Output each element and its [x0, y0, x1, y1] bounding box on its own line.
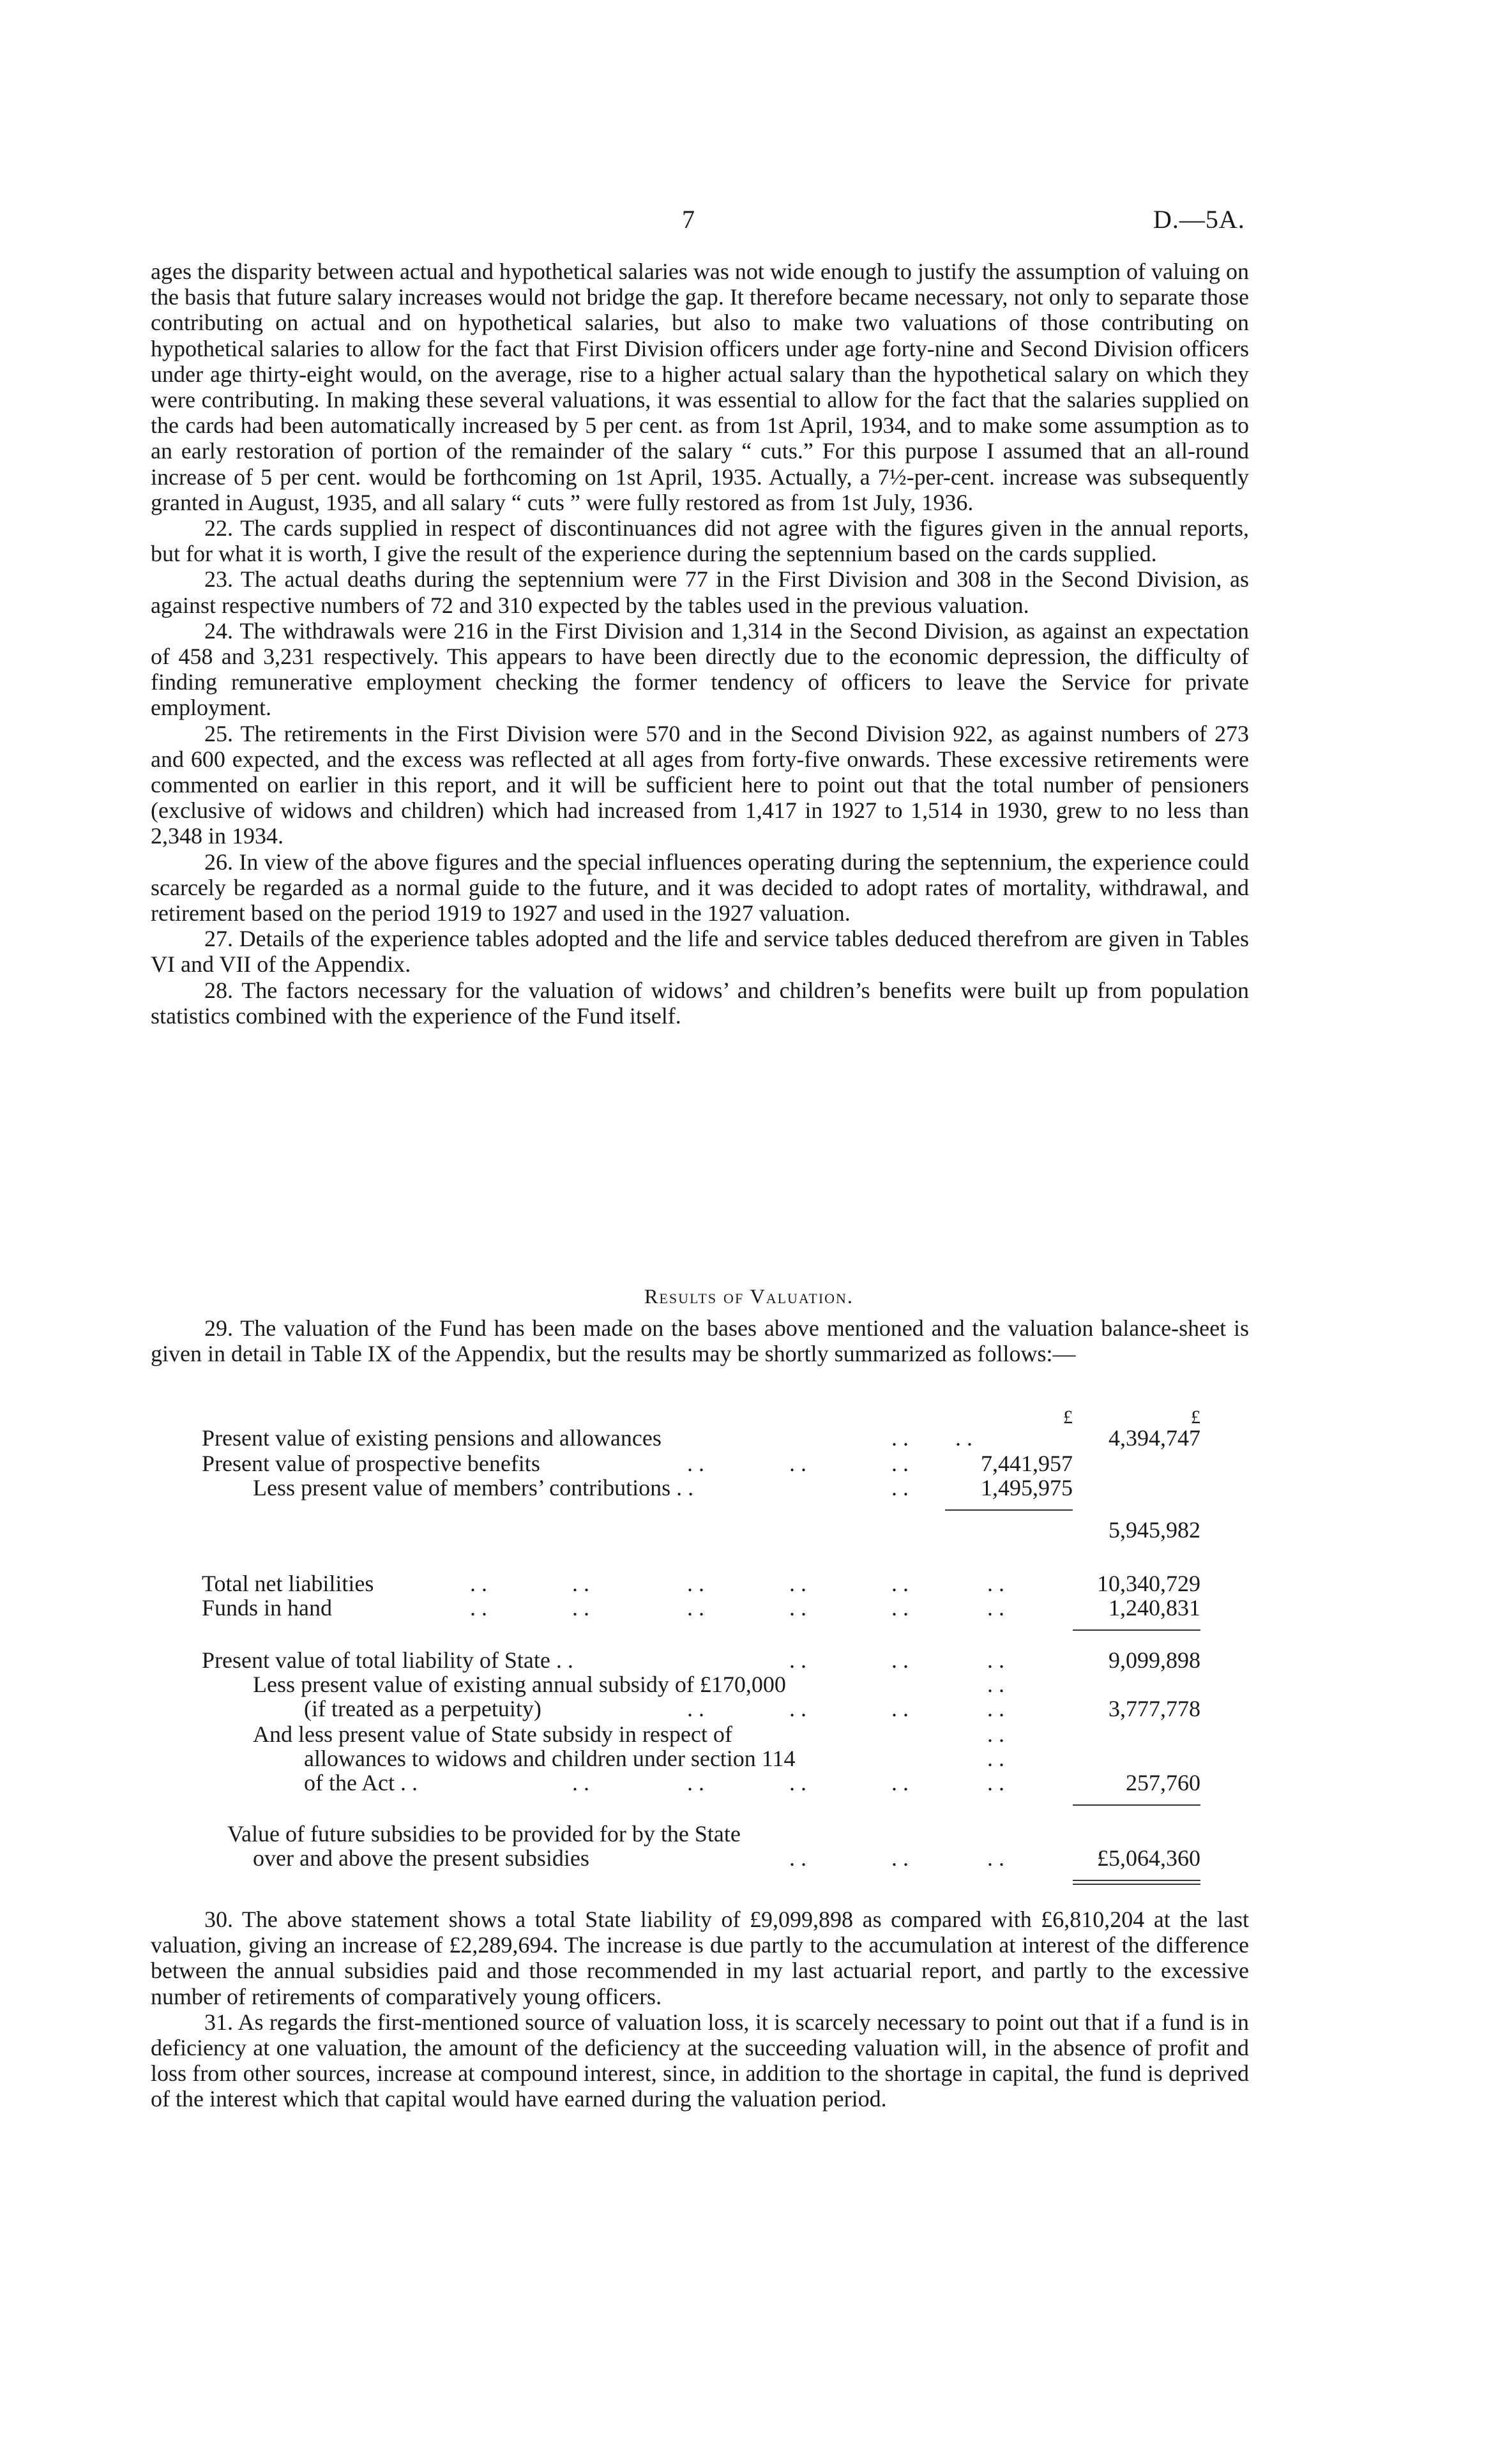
- row-prospective-benefits-value: 7,441,957: [981, 1451, 1073, 1476]
- total-rule: [1073, 1804, 1200, 1806]
- body-text-bottom: [151, 1907, 1249, 2112]
- leader-dots: . .: [572, 1571, 589, 1596]
- leader-dots: . .: [470, 1595, 487, 1621]
- paragraph-24: 24. The withdrawals were 216 in the First Division and 1,314 in the Second Division, as against an expectation of 458 and 3,231 respectively. This appears to have been directly due to the economic depression, the difficulty of finding remunerative employment checking the former tendency of officers to leave the Service for private employment.: [151, 617, 1249, 721]
- body-text-top: [151, 259, 1249, 1029]
- section-heading: Results of Valuation.: [644, 1285, 854, 1308]
- leader-dots: . .: [891, 1451, 909, 1476]
- leader-dots: . .: [891, 1696, 909, 1721]
- leader-dots: . .: [789, 1595, 806, 1621]
- paragraph-26: 26. In view of the above figures and the special influences operating during the septennium, the experience could scarcely be regarded as a normal guide to the future, and it was decided to adopt rates of mortality, withdrawal, and retirement based on the period 1919 to 1927 and used in the 1927 valuation.: [151, 849, 1249, 926]
- subtotal-rule: [945, 1509, 1073, 1511]
- leader-dots: . .: [687, 1595, 704, 1621]
- paragraph-21-continued: ages the disparity between actual and hypothetical salaries was not wide enough to justify the assumption of valuing on the basis that future salary increases would not bridge the gap. It therefore became necessary, not only to separate those contributing on actual and on hypothetical salaries, but also to make two valuations of those contributing on hypothetical salaries to allow for the fact that First Division officers under age forty-nine and Second Division officers under age thirty-eight would, on the average, rise to a higher actual salary than the hypothetical salary on which they were contributing. In making these several valuations, it was essential to allow for the fact that the salaries supplied on the cards had been automatically increased by 5 per cent. as from 1st April, 1934, and to make some assumption as to an early restoration of portion of the remainder of the salary “ cuts.” For this purpose I assumed that an all-round increase of 5 per cent. would be forthcoming on 1st April, 1935. Actually, a 7½-per-cent. increase was subsequently granted in August, 1935, and all salary “ cuts ” were fully restored as from 1st July, 1936.: [151, 259, 1249, 515]
- page-header: [0, 204, 1498, 243]
- column-header-right: £: [1191, 1407, 1200, 1428]
- leader-dots: . .: [891, 1571, 909, 1596]
- leader-dots: . .: [470, 1571, 487, 1596]
- paragraph-29-block: [151, 1315, 1249, 1366]
- leader-dots: . .: [687, 1696, 704, 1721]
- paragraph-30: 30. The above statement shows a total State liability of £9,099,898 as compared with £6,810,204 at the last valuation, giving an increase of £2,289,694. The increase is due partly to the accumulation at interest of the difference between the annual subsidies paid and those recommended in my last actuarial report, and partly to the excessive number of retirements of comparatively young officers.: [151, 1907, 1249, 2009]
- row-future-subsidies-label: Value of future subsidies to be provided for by the State: [227, 1821, 741, 1847]
- leader-dots: . .: [987, 1647, 1004, 1673]
- leader-dots: . .: [789, 1451, 806, 1476]
- leader-dots: . .: [891, 1595, 909, 1621]
- leader-dots: . .: [987, 1845, 1004, 1871]
- row-net-prospective-value: 5,945,982: [1108, 1517, 1200, 1543]
- leader-dots: . .: [955, 1425, 972, 1451]
- paragraph-31: 31. As regards the first-mentioned source of valuation loss, it is scarcely necessary to point out that if a fund is in deficiency at one valuation, the amount of the deficiency at the succeeding valuation will, in the absence of profit and loss from other sources, increase at compound interest, since, in addition to the shortage in capital, the fund is deprived of the interest which that capital would have earned during the valuation period.: [151, 2009, 1249, 2112]
- leader-dots: . .: [987, 1721, 1004, 1747]
- row-prospective-benefits-label: Present value of prospective benefits: [202, 1451, 540, 1476]
- row-existing-subsidy-label-cont: (if treated as a perpetuity): [304, 1696, 541, 1721]
- total-rule: [1073, 1629, 1200, 1631]
- leader-dots: . .: [789, 1696, 806, 1721]
- row-funds-in-hand-value: 1,240,831: [1108, 1595, 1200, 1621]
- leader-dots: . .: [891, 1425, 909, 1451]
- leader-dots: . .: [789, 1647, 806, 1673]
- document-reference: D.—5A.: [1153, 205, 1245, 234]
- paragraph-22: 22. The cards supplied in respect of discontinuances did not agree with the figures given in the annual reports, but for what it is worth, I give the result of the experience during the septennium based on the cards supplied.: [151, 515, 1249, 567]
- column-header-middle: £: [1063, 1407, 1073, 1428]
- row-future-subsidies-label-cont: over and above the present subsidies: [253, 1845, 589, 1871]
- row-funds-in-hand-label: Funds in hand: [202, 1595, 333, 1621]
- row-total-net-liabilities-label: Total net liabilities: [202, 1571, 374, 1596]
- leader-dots: . .: [987, 1672, 1004, 1697]
- row-members-contributions-value: 1,495,975: [981, 1475, 1073, 1500]
- page-number: 7: [682, 205, 695, 234]
- leader-dots: . .: [572, 1770, 589, 1795]
- row-widows-subsidy-label-end: of the Act . .: [304, 1770, 418, 1795]
- paragraph-28: 28. The factors necessary for the valuation of widows’ and children’s benefits were built up from population statistics combined with the experience of the Fund itself.: [151, 977, 1249, 1029]
- paragraph-29: 29. The valuation of the Fund has been made on the bases above mentioned and the valuation balance-sheet is given in detail in Table IX of the Appendix, but the results may be shortly summarized as follows:—: [151, 1315, 1249, 1367]
- leader-dots: . .: [987, 1595, 1004, 1621]
- leader-dots: . .: [891, 1845, 909, 1871]
- leader-dots: . .: [789, 1845, 806, 1871]
- leader-dots: . .: [891, 1647, 909, 1673]
- leader-dots: . .: [572, 1595, 589, 1621]
- leader-dots: . .: [987, 1571, 1004, 1596]
- row-members-contributions-label: Less present value of members’ contributions . .: [253, 1475, 694, 1500]
- leader-dots: . .: [687, 1571, 704, 1596]
- row-existing-pensions-label: Present value of existing pensions and allowances: [202, 1425, 662, 1451]
- leader-dots: . .: [891, 1475, 909, 1500]
- row-widows-subsidy-label-cont: allowances to widows and children under section 114: [304, 1746, 796, 1771]
- leader-dots: . .: [687, 1451, 704, 1476]
- row-total-net-liabilities-value: 10,340,729: [1097, 1571, 1200, 1596]
- paragraph-23: 23. The actual deaths during the septennium were 77 in the First Division and 308 in the Second Division, as against respective numbers of 72 and 310 expected by the tables used in the previous valuation.: [151, 566, 1249, 618]
- paragraph-25: 25. The retirements in the First Division were 570 and in the Second Division 922, as against numbers of 273 and 600 expected, and the excess was reflected at all ages from forty-five onwards. These excessive retirements were commented on earlier in this report, and it will be sufficient here to point out that the total number of pensioners (exclusive of widows and children) which had increased from 1,417 in 1927 to 1,514 in 1930, grew to no less than 2,348 in 1934.: [151, 720, 1249, 849]
- row-widows-subsidy-label: And less present value of State subsidy in respect of: [253, 1721, 732, 1747]
- row-existing-pensions-value: 4,394,747: [1108, 1425, 1200, 1451]
- row-state-liability-label: Present value of total liability of State . .: [202, 1647, 573, 1673]
- paragraph-27: 27. Details of the experience tables adopted and the life and service tables deduced therefrom are given in Tables VI and VII of the Appendix.: [151, 926, 1249, 978]
- leader-dots: . .: [789, 1770, 806, 1795]
- leader-dots: . .: [891, 1770, 909, 1795]
- leader-dots: . .: [987, 1770, 1004, 1795]
- row-existing-subsidy-value: 3,777,778: [1108, 1696, 1200, 1721]
- row-state-liability-value: 9,099,898: [1108, 1647, 1200, 1673]
- row-existing-subsidy-label: Less present value of existing annual subsidy of £170,000: [253, 1672, 786, 1697]
- row-future-subsidies-value: £5,064,360: [1097, 1845, 1200, 1871]
- leader-dots: . .: [987, 1696, 1004, 1721]
- grand-total-double-rule: [1073, 1880, 1200, 1885]
- leader-dots: . .: [687, 1770, 704, 1795]
- leader-dots: . .: [789, 1571, 806, 1596]
- row-widows-subsidy-value: 257,760: [1126, 1770, 1200, 1795]
- leader-dots: . .: [987, 1746, 1004, 1771]
